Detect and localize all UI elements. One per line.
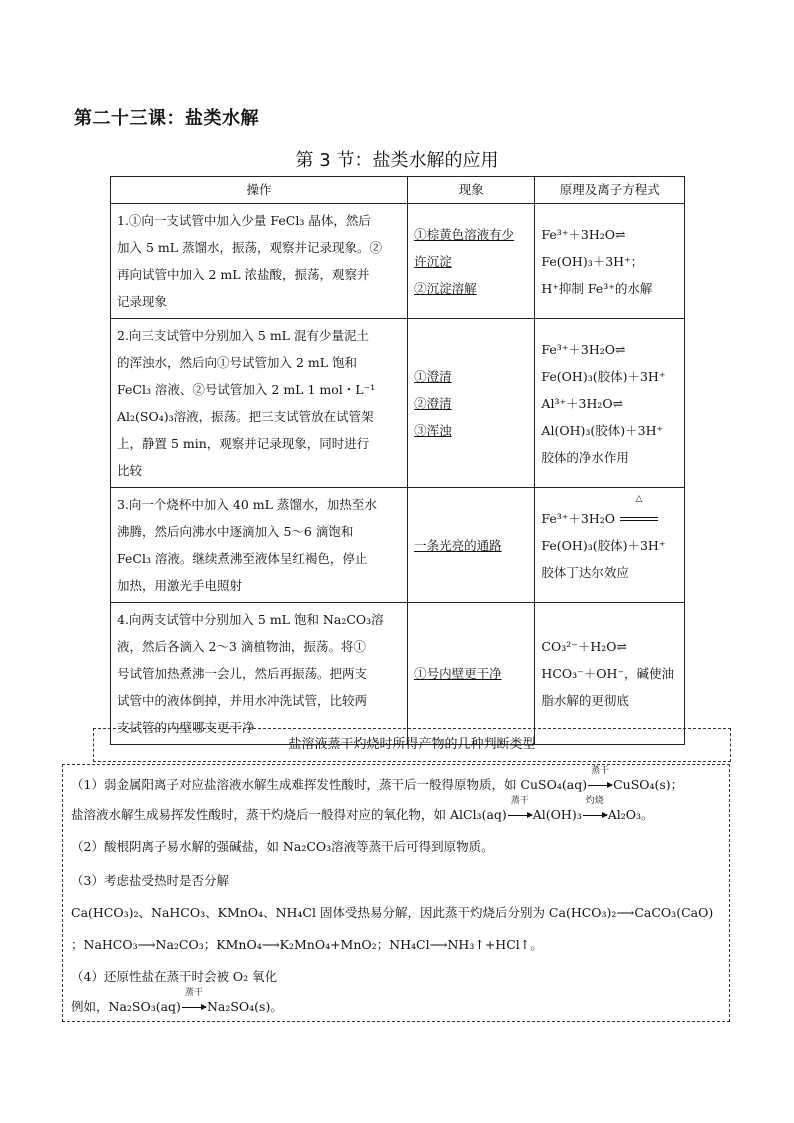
summary-line: （3）考虑盐受热时是否分解: [71, 873, 229, 888]
principle-cell: [535, 319, 685, 488]
operation-line: 上，静置 5 min，观察并记录现象，同时进行: [117, 436, 370, 451]
phenomenon-cell: [408, 488, 535, 603]
phenomenon-line: ②沉淀溶解: [414, 280, 477, 296]
summary-text: Al(OH)₃: [532, 807, 582, 822]
phenomenon-line: 一条光亮的通路: [414, 537, 502, 553]
summary-line: [71, 988, 283, 1015]
summary-line: [71, 796, 654, 823]
principle-cell: [535, 603, 685, 745]
summary-box-heading: 盐溶液蒸干灼烧时所得产物的几种判断类型: [93, 728, 731, 762]
header-principle: 原理及离子方程式: [535, 177, 685, 204]
operation-line: 2.向三支试管中分别加入 5 mL 混有少量泥土: [117, 328, 369, 343]
operation-cell: [111, 603, 408, 745]
section-title: 第 3 节：盐类水解的应用: [295, 150, 499, 171]
principle-cell: [535, 204, 685, 319]
operation-cell: [111, 319, 408, 488]
arrow-condition: 灼烧: [585, 796, 604, 806]
equation-line: Fe(OH)₃(胶体)＋3H⁺: [541, 537, 666, 553]
operation-line: 3.向一个烧杯中加入 40 mL 蒸馏水，加热至水: [117, 497, 377, 512]
arrow-icon: [587, 766, 613, 792]
operation-line: 再向试管中加入 2 mL 浓盐酸，振荡，观察并: [117, 267, 370, 282]
arrow-condition: 蒸干: [591, 766, 610, 776]
summary-text: CuSO₄(s)；: [613, 777, 684, 792]
operation-line: 液，然后各滴入 2～3 滴植物油，振荡。将①: [117, 639, 366, 654]
summary-line: [71, 766, 684, 793]
equation-line: HCO₃⁻＋OH⁻，碱使油: [541, 666, 674, 681]
header-phenomenon: 现象: [408, 177, 535, 204]
table-row: [111, 603, 685, 745]
summary-text: Na₂SO₄(s)。: [206, 999, 283, 1014]
table-row: [111, 319, 685, 488]
operation-line: 加入 5 mL 蒸馏水，振荡，观察并记录现象。②: [117, 240, 383, 255]
equation-reactants: Fe³⁺＋3H₂O: [541, 510, 616, 526]
summary-line: Ca(HCO₃)₂、NaHCO₃、KMnO₄、NH₄Cl 固体受热易分解，因此蒸干灼烧后分别为 Ca(HCO₃)₂⟶CaCO₃(CaO): [71, 905, 714, 920]
phenomenon-line: ②澄清: [414, 395, 452, 411]
phenomenon-line: ①号内壁更干净: [414, 666, 502, 681]
summary-line: （2）酸根阴离子易水解的强碱盐，如 Na₂CO₃溶液等蒸干后可得到原物质。: [71, 839, 494, 854]
equation-line: Fe³⁺＋3H₂O⇌: [541, 341, 626, 357]
equation-line: Al(OH)₃(胶体)＋3H⁺: [541, 422, 664, 438]
summary-text: （1）弱金属阳离子对应盐溶液水解生成难挥发性酸时，蒸干后一般得原物质，如 CuSO₄(aq): [71, 777, 588, 792]
equation-line: 胶体丁达尔效应: [541, 564, 629, 580]
summary-line: （4）还原性盐在蒸干时会被 O₂ 氧化: [71, 969, 278, 984]
operation-line: FeCl₃ 溶液、②号试管加入 2 mL 1 mol・L⁻¹: [117, 382, 376, 397]
table-row: [111, 488, 685, 603]
equation-line: Al³⁺＋3H₂O⇌: [541, 395, 624, 411]
operation-cell: [111, 204, 408, 319]
equation-line: 胶体的净水作用: [541, 449, 629, 465]
phenomenon-line: ①澄清: [414, 368, 452, 384]
table-header-row: [111, 177, 685, 204]
lesson-title: 第二十三课：盐类水解: [74, 108, 259, 129]
experiment-table: [110, 176, 685, 745]
phenomenon-line: ③浑浊: [414, 422, 452, 438]
summary-line: ；NaHCO₃⟶Na₂CO₃；KMnO₄⟶K₂MnO₄+MnO₂；NH₄Cl⟶NH₃↑+HCl↑。: [71, 937, 543, 952]
equation-line: CO₃²⁻＋H₂O⇌: [541, 639, 627, 654]
operation-line: 比较: [117, 463, 143, 478]
summary-text: 盐溶液水解生成易挥发性酸时，蒸干灼烧后一般得对应的氧化物，如 AlCl₃(aq): [71, 807, 507, 822]
operation-line: 记录现象: [117, 294, 168, 309]
equation-line: Fe³⁺＋3H₂O⇌: [541, 226, 626, 242]
arrow-condition: 蒸干: [184, 988, 203, 998]
equation-line: Fe(OH)₃＋3H⁺；: [541, 253, 644, 269]
operation-line: FeCl₃ 溶液。继续煮沸至液体呈红褐色，停止: [117, 551, 368, 566]
operation-line: 沸腾，然后向沸水中逐滴加入 5～6 滴饱和: [117, 524, 354, 539]
equation-line: [541, 493, 678, 532]
operation-line: 4.向两支试管中分别加入 5 mL 饱和 Na₂CO₃溶: [117, 612, 384, 627]
phenomenon-cell: [408, 204, 535, 319]
operation-line: 号试管加热煮沸一会儿，然后再振荡。把两支: [117, 666, 368, 681]
header-operation: 操作: [111, 177, 408, 204]
table-row: [111, 204, 685, 319]
summary-text: Al₂O₃。: [607, 807, 654, 822]
equation-line: Fe(OH)₃(胶体)＋3H⁺: [541, 368, 666, 384]
arrow-condition: 蒸干: [510, 796, 529, 806]
operation-line: Al₂(SO₄)₃溶液，振荡。把三支试管放在试管架: [117, 409, 374, 424]
equation-line: 脂水解的更彻底: [541, 693, 629, 708]
summary-text: 例如，Na₂SO₃(aq): [71, 999, 181, 1014]
principle-cell: [535, 488, 685, 603]
operation-line: 的浑浊水，然后向①号试管加入 2 mL 饱和: [117, 355, 358, 370]
arrow-icon: [507, 796, 533, 822]
operation-line: 加热，用激光手电照射: [117, 578, 243, 593]
operation-line: 试管中的液体倒掉，并用水冲洗试管，比较两: [117, 693, 368, 708]
phenomenon-cell: [408, 319, 535, 488]
phenomenon-line: ①棕黄色溶液有少: [414, 226, 515, 242]
summary-box: [62, 764, 730, 1022]
operation-line: 支试管的内壁哪支更干净: [117, 720, 255, 735]
equation-line: H⁺抑制 Fe³⁺的水解: [541, 280, 653, 296]
heat-condition: △: [635, 493, 643, 504]
phenomenon-cell: [408, 603, 535, 745]
heat-equals-icon: [619, 493, 659, 532]
arrow-icon: [181, 988, 207, 1014]
phenomenon-line: 许沉淀: [414, 253, 452, 269]
operation-cell: [111, 488, 408, 603]
operation-line: 1.①向一支试管中加入少量 FeCl₃ 晶体，然后: [117, 213, 371, 228]
arrow-icon: [582, 796, 608, 822]
